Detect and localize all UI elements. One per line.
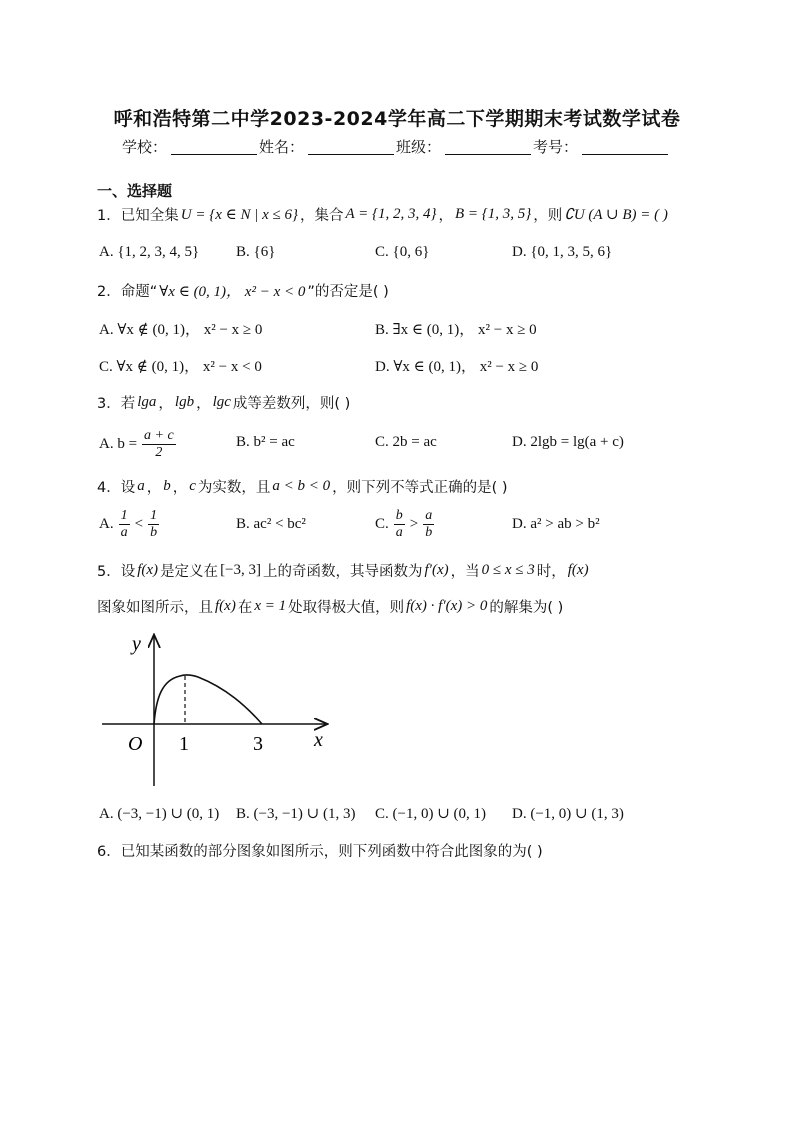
function-graph: [96, 628, 336, 790]
question-4-stem: 4．设 a ， b ， c 为实数，且 a < b < 0 ，则下列不等式正确的是( ): [97, 478, 508, 496]
tick-3-label: 3: [253, 733, 263, 755]
exam-number-field[interactable]: [582, 138, 668, 155]
fraction: $\frac{1}{a}$: [120, 508, 128, 540]
option-c[interactable]: C. 2b = ac: [375, 434, 437, 450]
option-a[interactable]: A. b = $\frac{a + c}{2}$: [99, 428, 174, 460]
option-b[interactable]: B. b² = ac: [236, 434, 295, 450]
fraction: $\frac{a}{b}$: [425, 508, 433, 540]
tick-1-label: 1: [179, 733, 189, 755]
option-b[interactable]: B. {6}: [236, 244, 276, 260]
question-6-stem: 6．已知某函数的部分图象如图所示，则下列函数中符合此图象的为( ): [97, 844, 543, 860]
name-field[interactable]: [308, 138, 394, 155]
option-d[interactable]: D. (−1, 0) ∪ (1, 3): [512, 806, 624, 822]
question-2-stem: 2．命题“ ∀x ∈ (0, 1)， x² − x < 0 ”的否定是( ): [97, 284, 389, 300]
option-d[interactable]: D. a² > ab > b²: [512, 516, 600, 532]
option-a[interactable]: A. {1, 2, 3, 4, 5}: [99, 244, 200, 260]
class-label: 班级：: [396, 138, 442, 156]
page-title: 呼和浩特第二中学2023-2024学年高二下学期期末考试数学试卷: [113, 108, 681, 130]
class-field[interactable]: [445, 138, 531, 155]
question-1-stem: 1．已知全集 U = {x ∈ N | x ≤ 6} ，集合 A = {1, 2, 3, 4} ， B = {1, 3, 5} ，则 ∁U (A ∪ B) = ( ): [97, 206, 668, 224]
x-axis-label: x: [314, 729, 323, 751]
option-c[interactable]: C. {0, 6}: [375, 244, 430, 260]
option-c[interactable]: C. $\frac{b}{a}$ > $\frac{a}{b}$: [375, 508, 433, 540]
question-5-stem-line2: 图象如图所示，且 f(x) 在 x = 1 处取得极大值，则 f(x) · f′(x) > 0 的解集为( ): [97, 598, 564, 616]
option-b[interactable]: B. ∃x ∈ (0, 1)， x² − x ≥ 0: [375, 322, 537, 338]
option-b[interactable]: B. ac² < bc²: [236, 516, 306, 532]
option-b[interactable]: B. (−3, −1) ∪ (1, 3): [236, 806, 356, 822]
name-label: 姓名：: [259, 138, 305, 156]
question-3-stem: 3．若 lga ， lgb ， lgc 成等差数列，则( ): [97, 394, 351, 412]
fraction: $\frac{1}{b}$: [150, 508, 158, 540]
option-d[interactable]: D. ∀x ∈ (0, 1)， x² − x ≥ 0: [375, 359, 539, 375]
option-a[interactable]: A. $\frac{1}{a}$ < $\frac{1}{b}$: [99, 508, 158, 540]
school-field[interactable]: [171, 138, 257, 155]
question-5-stem-line1: 5．设 f(x) 是定义在 [−3, 3] 上的奇函数，其导函数为 f′(x) ，当 0 ≤ x ≤ 3 时， f(x): [97, 562, 589, 580]
school-label: 学校：: [122, 138, 168, 156]
fraction: $\frac{b}{a}$: [395, 508, 403, 540]
y-axis-label: y: [132, 633, 141, 655]
option-c[interactable]: C. ∀x ∉ (0, 1)， x² − x < 0: [99, 359, 262, 375]
origin-label: O: [128, 733, 143, 755]
exam-number-label: 考号：: [533, 138, 579, 156]
curve: [154, 675, 262, 724]
fraction: $\frac{a + c}{2}$: [144, 428, 174, 460]
section-heading: 一、选择题: [97, 182, 173, 200]
info-fields: [122, 136, 670, 157]
option-a[interactable]: A. ∀x ∉ (0, 1)， x² − x ≥ 0: [99, 322, 263, 338]
option-d[interactable]: D. 2lgb = lg(a + c): [512, 434, 624, 450]
option-d[interactable]: D. {0, 1, 3, 5, 6}: [512, 244, 613, 260]
option-c[interactable]: C. (−1, 0) ∪ (0, 1): [375, 806, 487, 822]
option-a[interactable]: A. (−3, −1) ∪ (0, 1): [99, 806, 220, 822]
